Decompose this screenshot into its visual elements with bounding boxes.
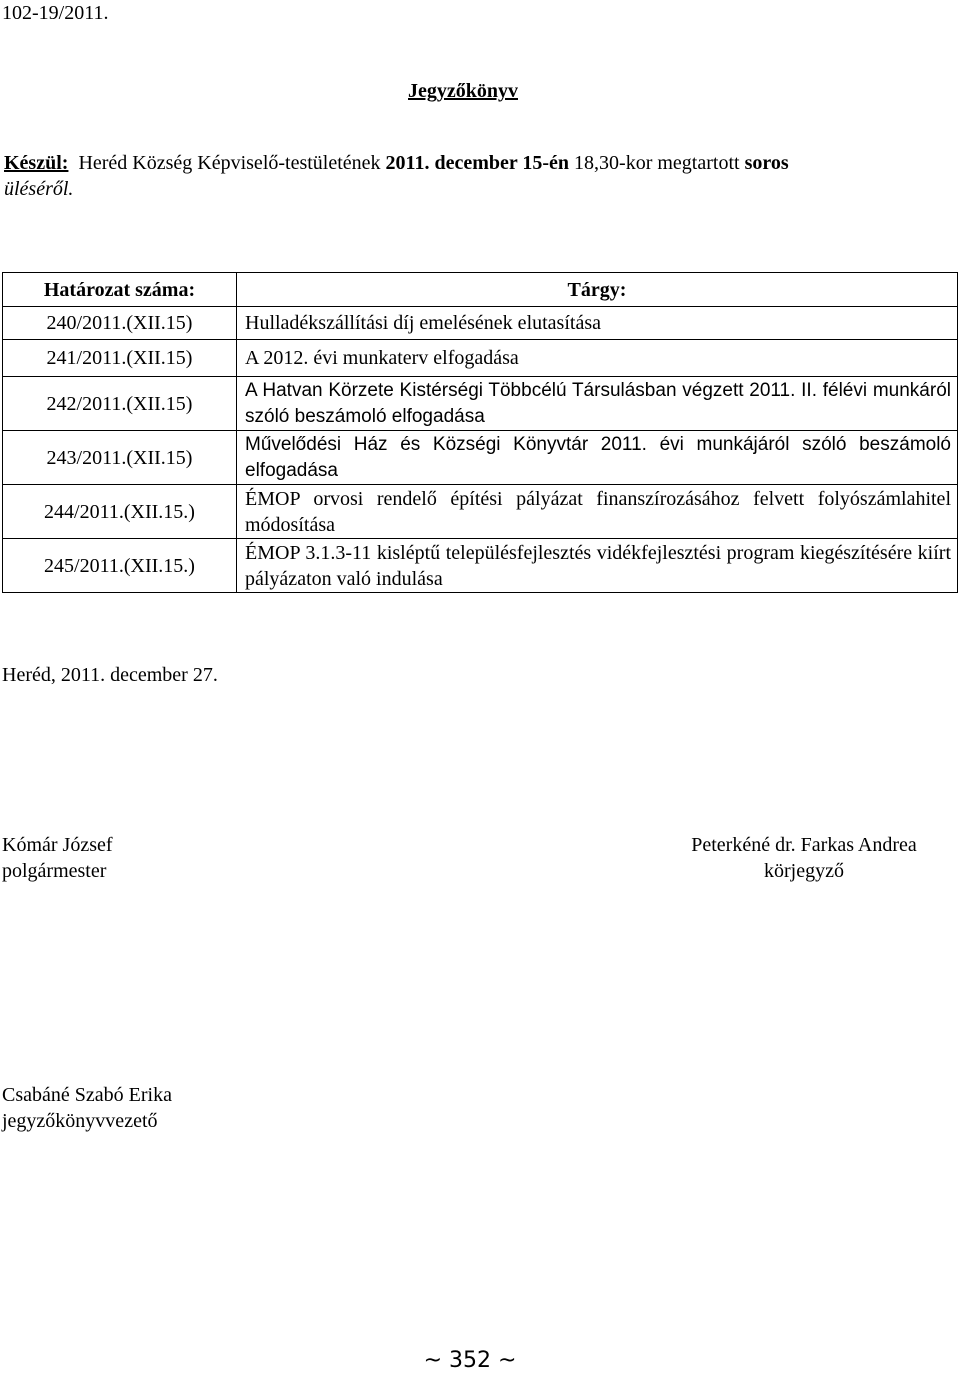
resolution-subject: ÉMOP 3.1.3-11 kisléptű településfejlesztés vidékfejlesztési program kiegészítésére kiírt pályázaton való indulása [237, 539, 958, 593]
intro-year: 2011. [385, 152, 430, 174]
signature-recorder [2, 1082, 172, 1134]
page-number: ~ 352 ~ [423, 1348, 517, 1373]
place-and-date: Heréd, 2011. december 27. [2, 664, 218, 686]
intro-text-1: Heréd Község Képviselő-testületének [78, 152, 381, 174]
table-row [3, 340, 958, 377]
resolution-subject: Művelődési Ház és Községi Könyvtár 2011. évi munkájáról szóló beszámoló elfogadása [237, 431, 958, 485]
signature-name: Peterkéné dr. Farkas Andrea [691, 834, 917, 856]
resolution-number: 242/2011.(XII.15) [3, 377, 237, 431]
intro-type: soros [744, 152, 789, 174]
resolution-number: 243/2011.(XII.15) [3, 431, 237, 485]
resolution-subject: ÉMOP orvosi rendelő építési pályázat finanszírozásához felvett folyószámlahitel módosítása [237, 485, 958, 539]
intro-paragraph [4, 150, 952, 202]
signature-notary [670, 832, 938, 884]
intro-text-2: 18,30-kor megtartott [574, 152, 740, 174]
signature-role: polgármester [2, 860, 107, 882]
signature-role: körjegyző [764, 860, 844, 882]
intro-label: Készül: [4, 152, 69, 174]
resolution-subject: A 2012. évi munkaterv elfogadása [237, 340, 958, 377]
resolutions-table [2, 272, 958, 593]
intro-date: december 15-én [434, 152, 570, 174]
table-header-row [3, 273, 958, 307]
column-header-subject: Tárgy: [237, 273, 958, 307]
resolution-number: 245/2011.(XII.15.) [3, 539, 237, 593]
table-row [3, 377, 958, 431]
resolution-subject: A Hatvan Körzete Kistérségi Többcélú Társulásban végzett 2011. II. félévi munkáról szóló beszámoló elfogadása [237, 377, 958, 431]
table-row [3, 539, 958, 593]
signature-name: Csabáné Szabó Erika [2, 1084, 172, 1106]
resolution-number: 244/2011.(XII.15.) [3, 485, 237, 539]
table-row [3, 485, 958, 539]
document-number: 102-19/2011. [2, 2, 109, 24]
document-title: Jegyzőkönyv [408, 80, 518, 102]
signature-mayor [2, 832, 113, 884]
resolution-number: 241/2011.(XII.15) [3, 340, 237, 377]
intro-tail: üléséről. [4, 178, 74, 200]
table-row [3, 307, 958, 340]
resolution-number: 240/2011.(XII.15) [3, 307, 237, 340]
column-header-number: Határozat száma: [3, 273, 237, 307]
table-row [3, 431, 958, 485]
resolution-subject: Hulladékszállítási díj emelésének elutasítása [237, 307, 958, 340]
signature-name: Kómár József [2, 834, 113, 856]
signature-role: jegyzőkönyvvezető [2, 1110, 158, 1132]
